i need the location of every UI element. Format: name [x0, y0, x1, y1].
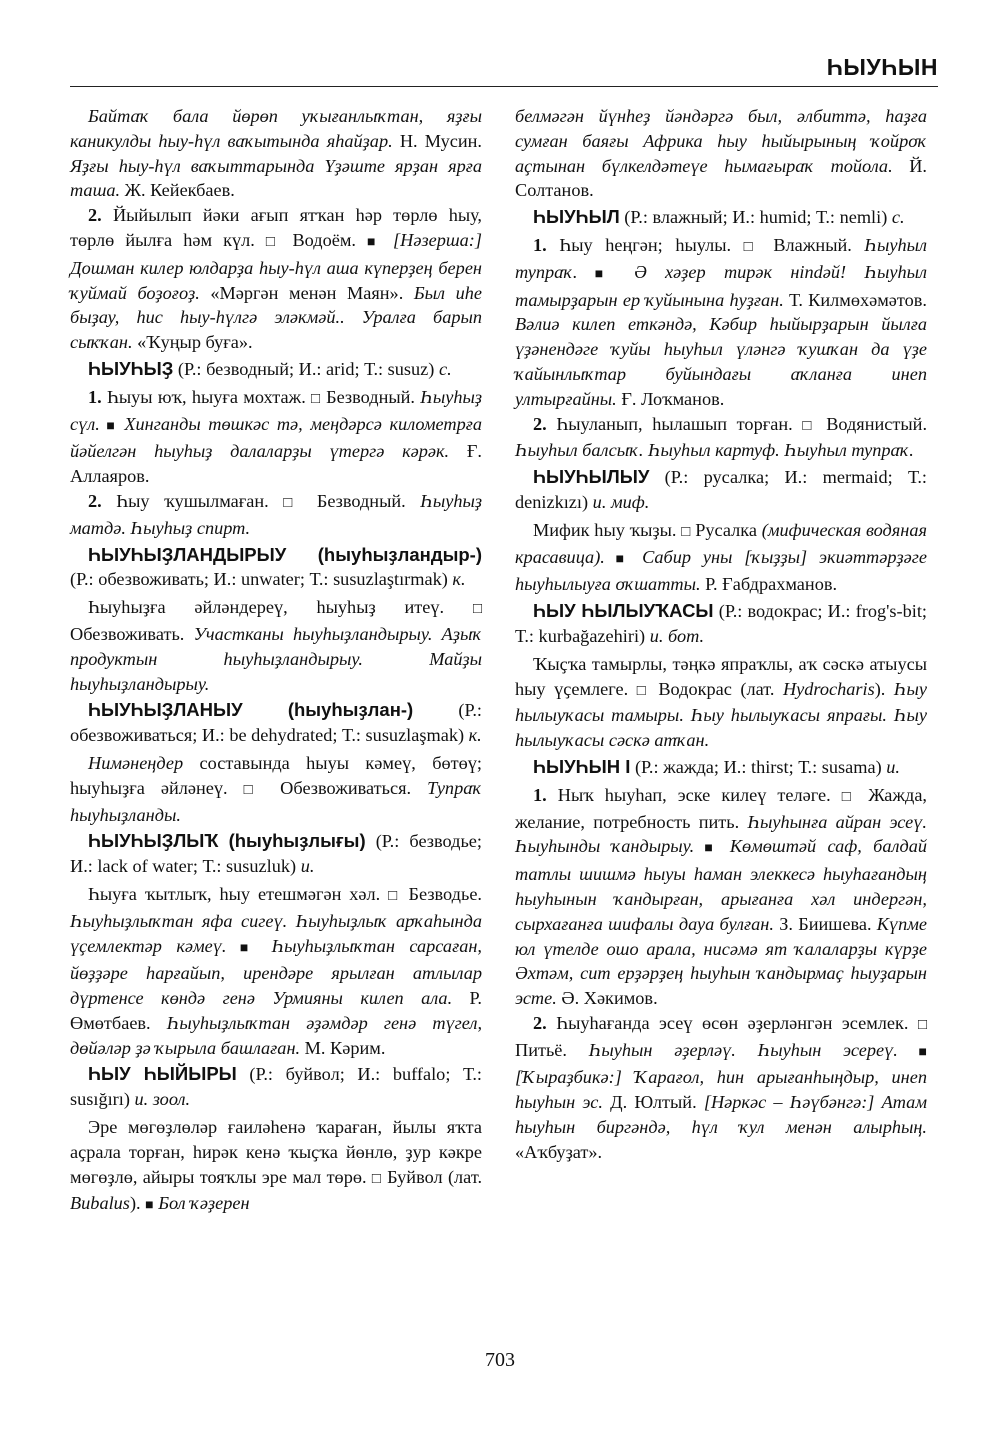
- headword-line: [70, 357, 482, 382]
- example-text: Bubalus: [70, 1193, 130, 1214]
- definition-text: Водоём.: [281, 229, 368, 250]
- headword: ҺЫУҺЫҘЛАНЫУ: [88, 699, 243, 721]
- entry-text: [70, 751, 482, 827]
- square-marker: □: [371, 1170, 382, 1187]
- headword: ҺЫУҺЫЛЫУ: [533, 466, 650, 488]
- headword-line: [515, 755, 927, 780]
- definition-text: Й. Солтанов.: [515, 155, 928, 201]
- headword: (һыуһыҙландыр-): [317, 543, 482, 565]
- example-text: Һыуһыҙ сүл.: [70, 386, 483, 434]
- example-text: Участканы һыуһыҙландырыу. Аҙыҡ продуктын һыуһыҙландырыу. Майҙы һыуһыҙландырыу.: [70, 623, 482, 694]
- headword-line: [70, 698, 482, 748]
- definition-text: Д. Юлтый.: [602, 1092, 704, 1113]
- square-marker: □: [802, 417, 817, 434]
- entry-text: [515, 783, 927, 1011]
- headword-line: [70, 543, 482, 593]
- example-text: Һыуһыҙ матдә. Һыуһыҙ спирт.: [70, 490, 482, 538]
- definition-text: Жажда, желание, потребность пить.: [515, 784, 928, 832]
- example-text: [Ҡыраҙбикә:] Ҡарағол, һин арығанһыңдыр, инеп һыуһын эс.: [515, 1067, 927, 1113]
- example-text: и. миф.: [592, 491, 650, 512]
- definition-text: Питьё.: [515, 1039, 589, 1060]
- entry-text: [515, 518, 927, 597]
- example-text: Һыуһын әҙерләү. Һыуһын эсереү.: [588, 1039, 898, 1060]
- filled-square-marker: ■: [604, 551, 643, 567]
- definition-text: (Р.: буйвол; И.: buffalo; Т.: susığırı): [70, 1064, 482, 1110]
- entry-text: [515, 104, 927, 203]
- headword-line: [70, 1062, 482, 1112]
- square-marker: □: [681, 523, 691, 540]
- square-marker: □: [243, 781, 265, 798]
- headword-line: [70, 829, 482, 879]
- entry-text: [515, 1011, 927, 1165]
- square-marker: □: [841, 788, 858, 805]
- filled-square-marker: ■: [99, 418, 125, 434]
- sense-number: 2.: [533, 1012, 557, 1033]
- sense-number: 1.: [533, 234, 560, 255]
- definition-text: Безводный.: [320, 386, 421, 407]
- example-text: Һыу һылыуҡасы тамыры. Һыу һылыуҡасы япрағы. Һыу һылыуҡасы сәскә атҡан.: [515, 678, 927, 751]
- definition-text: Һыуы юҡ, һыуға мохтаж.: [107, 386, 312, 407]
- example-text: и. бот.: [649, 625, 705, 646]
- example-text: Тупраҡ һыуһыҙланды.: [70, 777, 482, 825]
- sense-number: 2.: [88, 490, 117, 511]
- headword: ҺЫУҺЫЛ: [533, 206, 620, 228]
- example-text: и.: [300, 856, 315, 877]
- entry-text: [70, 882, 482, 1061]
- filled-square-marker: ■: [226, 940, 272, 956]
- definition-text: Водянистый.: [816, 413, 928, 434]
- definition-text: «Аҡбуҙат».: [515, 1141, 603, 1162]
- headword-line: [515, 599, 927, 649]
- definition-text: Ғ. Аллаяров.: [70, 441, 482, 487]
- definition-text: Буйвол (лат.: [381, 1166, 483, 1187]
- square-marker: □: [743, 238, 761, 255]
- definition-text: (Р.: безводье; И.: lack of water; Т.: susuzluk): [70, 831, 482, 877]
- square-marker: □: [283, 494, 303, 511]
- example-text: [Нәзерша:] Дошман килер юлдарҙа һыу-һүл аша күперҙең берен ҡуймай боҙоғоҙ.: [70, 229, 482, 303]
- definition-text: Ҡыҫҡа тамырлы, тәңкә япраҡлы, аҡ сәскә атыусы һыу үҫемлеге.: [515, 653, 927, 699]
- sense-number: 2.: [88, 205, 113, 226]
- definition-text: составында һыуы кәмеү, бөтөү; һыуһыҙға әйләнеү.: [70, 752, 482, 798]
- example-text: Һыуһынға айран эсеү. Һыуһынды ҡандырыу.: [515, 811, 928, 857]
- definition-text: Һыуһағанда эсеү өсөн әҙерләнгән эсемлек.: [556, 1012, 918, 1033]
- example-text: с.: [438, 358, 452, 379]
- definition-text: Һыуланып, һылашып торған.: [556, 413, 803, 434]
- example-text: белмәгән йүнһеҙ йәндәргә был, әлбиттә, һаҙға сумған баяғы Африка һыу һыйырының ҡойроҡ аҫтынан бүлкелдәтеүе һымағыраҡ тойола.: [515, 106, 927, 176]
- example-text: Һыуһыҙлыҡтан яфа сигеү. Һыуһыҙлыҡ арҡаһында үҫемлектәр кәмеү.: [70, 910, 482, 956]
- definition-text: (Р.: влажный; И.: humid; Т.: nemli): [619, 207, 892, 228]
- entry-text: [515, 412, 927, 464]
- header-rule: [70, 86, 938, 87]
- headword: (һыуһыҙлан-): [287, 699, 414, 721]
- entry-text: [70, 489, 482, 541]
- definition-text: Безводье.: [400, 883, 482, 904]
- example-text: Күпме юл үтелде ошо арала, нисәмә ят ҡалаларҙы күрҙе Әхтәм, сит ерҙәрҙең һыуһын ҡандырмаҫ һыуҙарын эсте.: [515, 913, 927, 1009]
- definition-text: Обезвоживать.: [70, 623, 194, 644]
- example-text: Hydrocharis: [782, 678, 875, 699]
- sense-number: 1.: [533, 784, 558, 805]
- headword: ҺЫУ ҺЫЙЫРЫ: [88, 1063, 237, 1085]
- sense-number: 2.: [533, 413, 557, 434]
- definition-text: Обезвоживаться.: [264, 777, 428, 798]
- entry-text: [70, 385, 482, 489]
- example-text: к.: [468, 725, 482, 746]
- example-text: Нимәнеңдер: [88, 752, 184, 773]
- definition-text: (Р.: обезвоживаться; И.: be dehydrated; Т.: susuzlaşmak): [70, 700, 482, 746]
- definition-text: [219, 831, 229, 851]
- definition-text: Ғ. Лоҡманов.: [616, 388, 725, 409]
- filled-square-marker: ■: [367, 234, 382, 250]
- example-text: и. зоол.: [134, 1089, 191, 1110]
- definition-text: Һыуға ҡытлыҡ, һыу етешмәгән хәл.: [88, 883, 389, 904]
- definition-text: [243, 700, 288, 720]
- definition-text: Водокрас (лат.: [649, 678, 783, 699]
- example-text: Һыуһыҙлыҡтан сарсаған, йөҙҙәре һарғайып, ирендәре ярылған атлылар дүртенсе көндә генә Урмияны килеп ала.: [70, 935, 482, 1009]
- headword: ҺЫУҺЫН I: [533, 755, 631, 777]
- definition-text: З. Биишева.: [773, 913, 877, 934]
- definition-text: Ныҡ һыуһап, эске килеү теләге.: [557, 784, 842, 805]
- filled-square-marker: ■: [694, 841, 730, 857]
- definition-text: Эре мөгөҙлөләр ғаиләһенә ҡараған, йылы яҡта аҫрала торған, һирәк кенә ҡыҫҡа йөнлө, ҙур кәкре мөгөҙлө, айыры тояҡлы эре мал төрө.: [70, 1117, 482, 1187]
- square-marker: □: [265, 233, 282, 250]
- headword: ҺЫУ ҺЫЛЫУҠАСЫ: [533, 600, 714, 622]
- definition-text: «Мәргән менән Маян».: [199, 282, 414, 303]
- example-text: Вәлиә килеп еткәндә, Кәбир һыйырҙарын йылға үҙәнендәге ҡуйы һыуһыл үләнгә ҡушҡан да үҙе ҡайынлыҡтар буйындағы аҡланға инеп ултырғайны.: [515, 314, 927, 409]
- example-text: Сабир уны [ҡыҙҙы] экиәттәрҙәге һыуһылыуға оҡшатты.: [515, 546, 927, 595]
- headword: (һыуһыҙлығы): [228, 830, 366, 852]
- entry-text: [70, 104, 482, 203]
- definition-text: [286, 545, 317, 565]
- example-text: Һыуһыл тупраҡ.: [515, 234, 928, 282]
- definition-text: М. Кәрим.: [300, 1037, 386, 1058]
- square-marker: □: [917, 1016, 927, 1033]
- definition-text: ).: [874, 678, 894, 699]
- example-text: с.: [891, 207, 905, 228]
- entry-text: [70, 595, 482, 696]
- headword-line: [515, 465, 927, 515]
- example-text: Яҙғы һыу-һүл ваҡыттарында Үҙәште ярҙан ярға таша.: [70, 155, 482, 201]
- left-column: [70, 104, 482, 1219]
- example-text: Был иһе быҙау, һис һыу-һүлгә эләкмәй.. Уралға барып сыҡҡан.: [70, 282, 483, 353]
- definition-text: Р. Ғабдрахманов.: [700, 574, 838, 595]
- definition-text: «Ҡуңыр буға».: [132, 332, 253, 353]
- headword: ҺЫУҺЫҘЛАНДЫРЫУ: [88, 543, 287, 565]
- definition-text: Һыу һеңгән; һыулы.: [559, 234, 744, 255]
- definition-text: (Р.: жажда; И.: thirst; Т.: susama): [630, 756, 887, 777]
- example-text: Байтаҡ бала йөрөп уҡығанлыҡтан, яҙғы каникулды һыу-һүл ваҡытында яһайҙар.: [70, 106, 482, 151]
- headword: ҺЫУҺЫҘ: [88, 357, 174, 379]
- example-text: (мифическая водяная красавица).: [515, 519, 928, 567]
- example-text: к.: [452, 569, 466, 590]
- definition-text: (Р.: русалка; И.: mermaid; Т.: denizkızı): [515, 467, 927, 512]
- definition-text: Йыйылып йәки ағып ятҡан һәр төрлө һыу, төрлө йылға һәм күл.: [70, 205, 483, 250]
- filled-square-marker: ■: [145, 1198, 154, 1214]
- filled-square-marker: ■: [897, 1044, 927, 1060]
- definition-text: Һыуһыҙға әйләндереү, һыуһыҙ итеү.: [88, 597, 473, 618]
- definition-text: Ж. Кейекбаев.: [120, 180, 235, 201]
- entry-text: [515, 233, 927, 412]
- square-marker: □: [636, 682, 650, 699]
- definition-text: (Р.: обезвоживать; И.: unwater; Т.: susuzlaştırmak): [70, 569, 453, 590]
- definition-text: Мифик һыу ҡыҙы.: [533, 519, 682, 540]
- example-text: Ә хәҙер тирәк нindәй! Һыуһыл тамырҙарын ер ҡуйынына һуҙған.: [515, 261, 927, 310]
- example-text: Көмөштәй саф, балдай татлы шишмә һыуы һаман элеккесә һыуһағандың һыуһынын ҡандырған, арығанға хәл индергән, сырхағанға шифалы дауа булған.: [515, 836, 927, 934]
- definition-text: Безводный.: [302, 490, 421, 511]
- running-head: ҺЫУҺЫН: [826, 54, 938, 80]
- definition-text: (Р.: безводный; И.: arid; Т.: susuz): [173, 358, 439, 379]
- definition-text: Т. Килмөхәмәтов.: [783, 289, 927, 310]
- definition-text: Русалка: [690, 519, 762, 540]
- entry-text: [515, 652, 927, 753]
- example-text: Бол ҡәҙерен: [153, 1193, 250, 1214]
- example-text: Һыуһыл балсыҡ. Һыуһыл картуф. Һыуһыл тупраҡ.: [515, 440, 914, 461]
- right-column: [515, 104, 927, 1165]
- definition-text: (Р.: водокрас; И.: frog's-bit; Т.: kurbağazehiri): [515, 601, 927, 646]
- definition-text: Н. Мусин.: [392, 130, 483, 151]
- example-text: и.: [886, 756, 900, 777]
- square-marker: □: [311, 390, 321, 407]
- page-number: 703: [485, 1349, 515, 1371]
- example-text: Хинганды төшкәс тә, меңдәрсә километрға йәйелгән һыуһыҙ далаларҙы үтергә кәрәк.: [70, 413, 482, 462]
- definition-text: Һыу ҡушылмаған.: [116, 490, 284, 511]
- square-marker: □: [472, 601, 482, 618]
- headword-line: [515, 205, 927, 230]
- definition-text: Р. Өмөтбаев.: [70, 988, 482, 1033]
- entry-text: [70, 203, 482, 355]
- definition-text: Влажный.: [760, 234, 865, 255]
- sense-number: 1.: [88, 386, 107, 407]
- definition-text: Ә. Хәкимов.: [556, 988, 658, 1009]
- entry-text: [70, 1115, 482, 1219]
- definition-text: ).: [129, 1193, 146, 1214]
- headword: ҺЫУҺЫҘЛЫҠ: [88, 830, 219, 852]
- filled-square-marker: ■: [577, 266, 635, 282]
- square-marker: □: [388, 887, 401, 904]
- example-text: [Нәркәс – Һәүбәнгә:] Атам һыуһын биргәндә, һүл ҡул менән алырһың.: [515, 1092, 927, 1138]
- example-text: Һыуһыҙлыҡтан әҙәмдәр генә түгел, дөйәләр ҙә ҡырыла башлаған.: [70, 1012, 483, 1058]
